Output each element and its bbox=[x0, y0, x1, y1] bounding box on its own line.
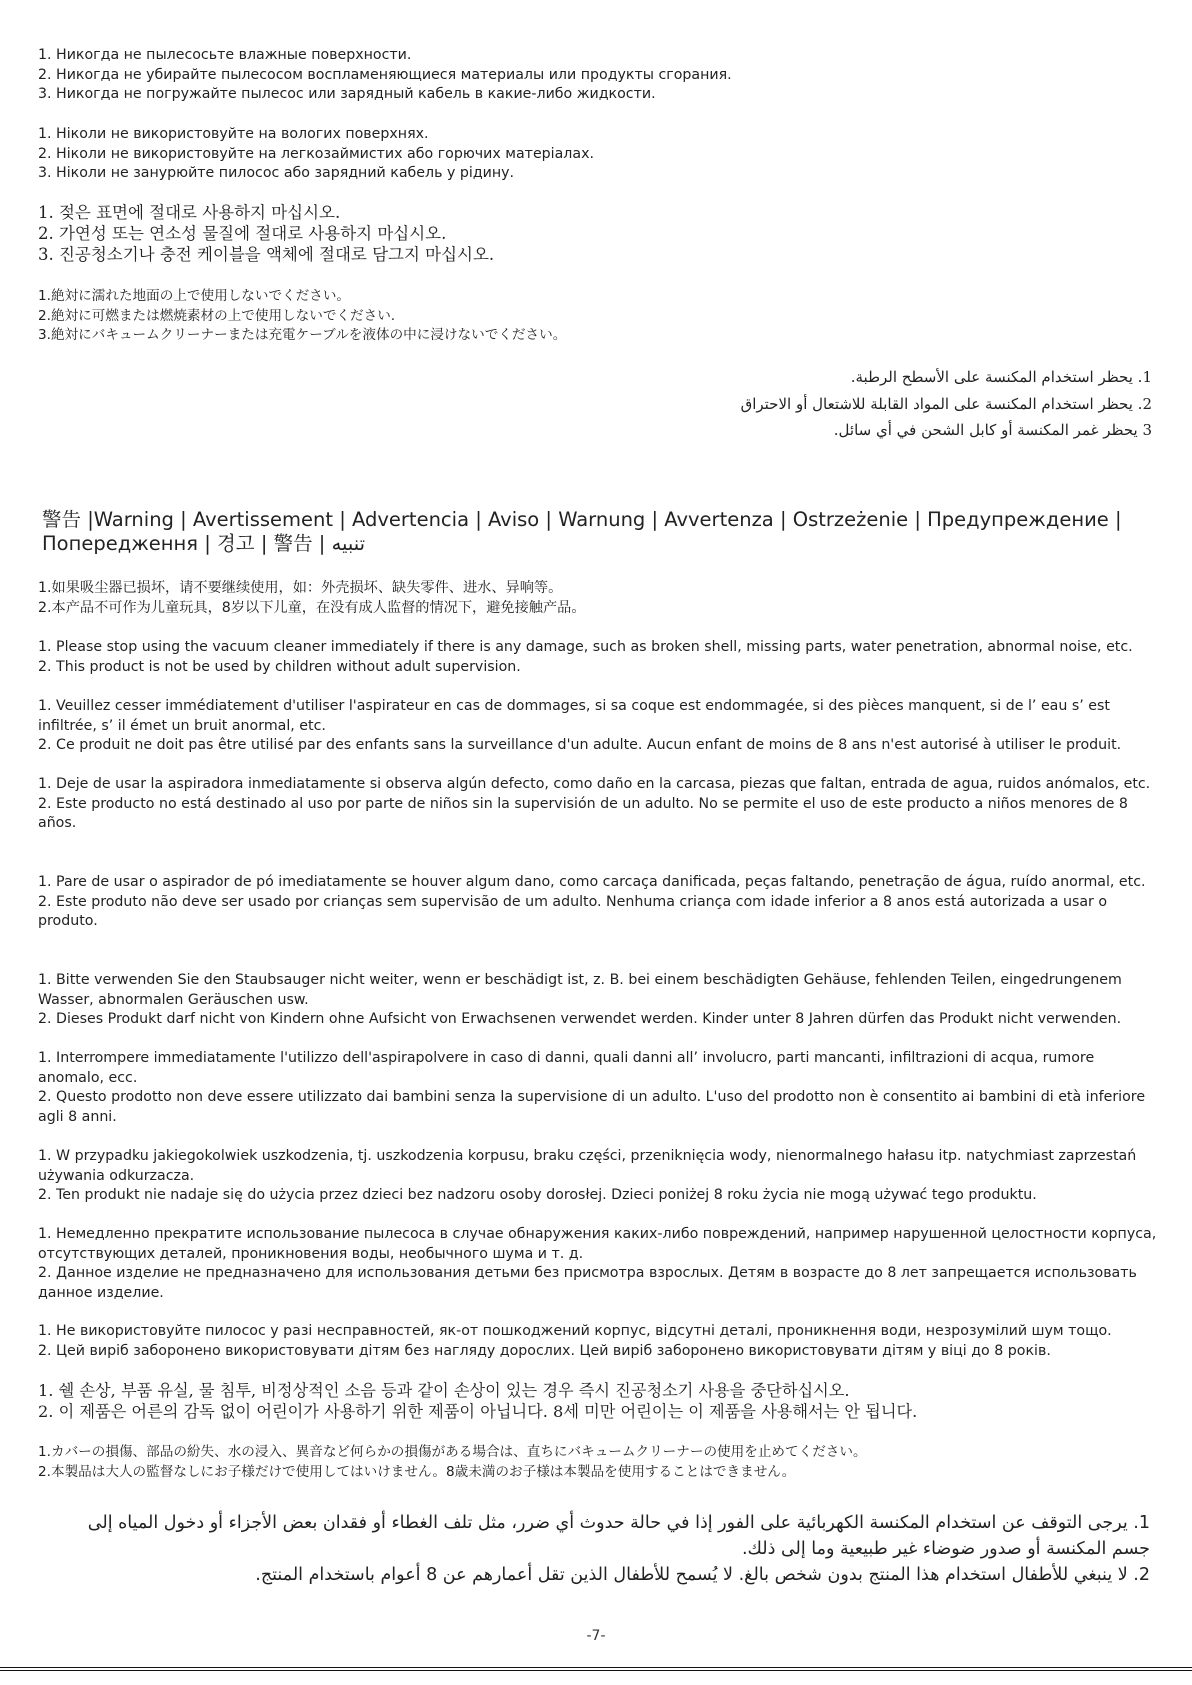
warning-line: 2. Questo prodotto non deve essere utilizzato dai bambini senza la supervisione di un adulto. L'uso del prodotto non è consentito ai bambini di età inferiore agli 8 anni. bbox=[38, 1089, 1146, 1125]
warning-line: 2. Ce produit ne doit pas être utilisé par des enfants sans la surveillance d'un adulte. Aucun enfant de moins de 8 ans n'est autorisé à utiliser le produit. bbox=[38, 737, 1122, 754]
warning-line: 2. Dieses Produkt darf nicht von Kindern ohne Aufsicht von Erwachsenen verwendet werden. Kinder unter 8 Jahren dürfen das Produkt nicht verwenden. bbox=[38, 1011, 1122, 1028]
safety-line: 2.絶対に可燃または燃焼素材の上で使用しないでください. bbox=[38, 307, 396, 324]
safety-line: 3. 진공청소기나 충전 케이블을 액체에 절대로 담그지 마십시오. bbox=[38, 245, 495, 264]
warning-block-ar bbox=[50, 1510, 1150, 1588]
warning-line: 2.本製品は大人の監督なしにお子様だけで使用してはいけません。8歳未満のお子様は本製品を使用することはできません。 bbox=[38, 1463, 796, 1480]
warning-line: 1. Bitte verwenden Sie den Staubsauger nicht weiter, wenn er beschädigt ist, z. B. bei einem beschädigten Gehäuse, fehlenden Teilen, eingedrungenem Wasser, abnormalen Geräuschen usw. bbox=[38, 972, 1122, 1008]
warning-block-pt bbox=[38, 873, 1158, 932]
warning-line: 1. Please stop using the vacuum cleaner immediately if there is any damage, such as broken shell, missing parts, water penetration, abnormal noise, etc. bbox=[38, 639, 1133, 655]
warning-line: 1. Deje de usar la aspiradora inmediatamente si observa algún defecto, como daño en la carcasa, piezas que faltan, entrada de agua, ruidos anómalos, etc. bbox=[38, 776, 1151, 792]
warning-block-es bbox=[38, 775, 1158, 834]
warning-line: 1.カバーの損傷、部品の紛失、水の浸入、異音など何らかの損傷がある場合は、直ちにバキュームクリーナーの使用を止めてください。 bbox=[38, 1444, 867, 1460]
warning-block-it bbox=[38, 1049, 1158, 1127]
warning-line: 1. Немедленно прекратите использование пылесоса в случае обнаружения каких-либо повреждений, например нарушенной целостности корпуса, отсутствующих деталей, проникновения воды, необычного шума и т. д. bbox=[38, 1226, 1157, 1262]
safety-block-uk bbox=[38, 125, 1158, 184]
safety-line: 2. يحظر استخدام المكنسة على المواد القابلة للاشتعال أو الاحتراق bbox=[740, 394, 1152, 413]
warning-line: 2. Ten produkt nie nadaje się do użycia przez dzieci bez nadzoru osoby dorosłej. Dzieci poniżej 8 roku życia nie mogą używać tego produktu. bbox=[38, 1187, 1037, 1204]
safety-block-ru bbox=[38, 46, 1158, 105]
safety-line: 1. 젖은 표면에 절대로 사용하지 마십시오. bbox=[38, 203, 341, 222]
warning-line: 2. Este produto não deve ser usado por crianças sem supervisão de um adulto. Nenhuma criança com idade inferior a 8 anos está autorizada a usar o produto. bbox=[38, 893, 1108, 930]
warning-block-ko bbox=[38, 1380, 1158, 1422]
safety-block-ar bbox=[42, 364, 1152, 444]
safety-line: 1. Ніколи не використовуйте на вологих поверхнях. bbox=[38, 126, 429, 142]
warning-line: 1. Pare de usar o aspirador de pó imediatamente se houver algum dano, como carcaça danificada, peças faltando, penetração de água, ruído anormal, etc. bbox=[38, 874, 1146, 890]
warning-block-en bbox=[38, 638, 1158, 677]
bottom-rule bbox=[0, 1667, 1192, 1668]
warning-line: 2. لا ينبغي للأطفال استخدام هذا المنتج بدون شخص بالغ. لا يُسمح للأطفال الذين تقل أعمارهم عن 8 أعوام باستخدام المنتج. bbox=[255, 1565, 1150, 1585]
warning-line: 2. 이 제품은 어른의 감독 없이 어린이가 사용하기 위한 제품이 아닙니다. 8세 미만 어린이는 이 제품을 사용해서는 안 됩니다. bbox=[38, 1402, 918, 1421]
warning-line: 2. This product is not be used by children without adult supervision. bbox=[38, 658, 521, 675]
warning-line: 1. W przypadku jakiegokolwiek uszkodzenia, tj. uszkodzenia korpusu, braku części, przeniknięcia wody, nienormalnego hałasu itp. natychmiast zaprzestań używania odkurzacza. bbox=[38, 1148, 1137, 1184]
warning-line: 1.如果吸尘器已损坏，请不要继续使用，如：外壳损坏、缺失零件、进水、异响等。 bbox=[38, 580, 563, 596]
page-number: -7- bbox=[586, 1628, 606, 1644]
safety-line: 2. Ніколи не використовуйте на легкозаймистих або горючих матеріалах. bbox=[38, 145, 594, 162]
warning-line: 1. يرجى التوقف عن استخدام المكنسة الكهربائية على الفور إذا في حالة حدوث أي ضرر، مثل تلف الغطاء أو فقدان بعض الأجزاء أو دخول المياه إلى جسم المكنسة أو صدور ضوضاء غير طبيعية وما إلى ذلك. bbox=[87, 1513, 1150, 1559]
warning-line: 2. Данное изделие не предназначено для использования детьми без присмотра взрослых. Детям в возрасте до 8 лет запрещается использовать данное изделие. bbox=[38, 1265, 1137, 1301]
warning-line: 1. Veuillez cesser immédiatement d'utiliser l'aspirateur en cas de dommages, si sa coque est endommagée, si des pièces manquent, si de l’ eau s’ est infiltrée, s’ il émet un bruit anormal, etc. bbox=[38, 698, 1110, 734]
warning-line: 2.本产品不可作为儿童玩具，8岁以下儿童，在没有成人监督的情况下，避免接触产品。 bbox=[38, 599, 586, 616]
safety-line: 1.絶対に濡れた地面の上で使用しないでください。 bbox=[38, 288, 351, 304]
safety-line: 2. Никогда не убирайте пылесосом воспламеняющиеся материалы или продукты сгорания. bbox=[38, 66, 732, 83]
safety-line: 2. 가연성 또는 연소성 물질에 절대로 사용하지 마십시오. bbox=[38, 224, 447, 243]
warning-block-de bbox=[38, 971, 1158, 1030]
warning-line: 1. 쉘 손상, 부품 유실, 물 침투, 비정상적인 소음 등과 같이 손상이 있는 경우 즉시 진공청소기 사용을 중단하십시오. bbox=[38, 1381, 850, 1400]
warning-heading: 警告 |Warning | Avertissement | Advertencia | Aviso | Warnung | Avvertenza | Ostrzeżenie | Предупреждение | Попередження | 경고 | 警告 | تنبيه bbox=[42, 508, 1122, 555]
warning-line: 1. Не використовуйте пилосос у разі несправностей, як-от пошкоджений корпус, відсутні деталі, проникнення води, незрозумілий шум тощо. bbox=[38, 1323, 1112, 1339]
warning-block-uk bbox=[38, 1322, 1158, 1361]
safety-block-ko bbox=[38, 202, 1158, 265]
safety-line: 1. يحظر استخدام المكنسة على الأسطح الرطبة. bbox=[850, 368, 1152, 386]
warning-block-pl bbox=[38, 1147, 1158, 1206]
safety-line: 3 يحظر غمر المكنسة أو كابل الشحن في أي سائل. bbox=[833, 421, 1152, 439]
warning-line: 2. Цей виріб заборонено використовувати дітям без нагляду дорослих. Цей виріб заборонено використовувати дітям у віці до 8 років. bbox=[38, 1342, 1051, 1359]
safety-line: 3. Ніколи не занурюйте пилосос або зарядний кабель у рідину. bbox=[38, 165, 515, 182]
warning-block-zh bbox=[38, 579, 1158, 618]
warning-block-fr bbox=[38, 697, 1158, 756]
warning-line: 1. Interrompere immediatamente l'utilizzo dell'aspirapolvere in caso di danni, quali danni all’ involucro, parti mancanti, infiltrazioni di acqua, rumore anomalo, ecc. bbox=[38, 1050, 1095, 1086]
bottom-rule bbox=[0, 1670, 1192, 1671]
warning-block-ru bbox=[38, 1225, 1158, 1303]
safety-line: 3. Никогда не погружайте пылесос или зарядный кабель в какие-либо жидкости. bbox=[38, 86, 656, 103]
safety-block-ja bbox=[38, 287, 1158, 346]
safety-line: 3.絶対にバキュームクリーナーまたは充電ケーブルを液体の中に浸けないでください。 bbox=[38, 327, 567, 344]
warning-line: 2. Este producto no está destinado al uso por parte de niños sin la supervisión de un adulto. No se permite el uso de este producto a niños menores de 8 años. bbox=[38, 795, 1128, 832]
safety-line: 1. Никогда не пылесосьте влажные поверхности. bbox=[38, 47, 412, 63]
warning-block-ja bbox=[38, 1443, 1158, 1482]
